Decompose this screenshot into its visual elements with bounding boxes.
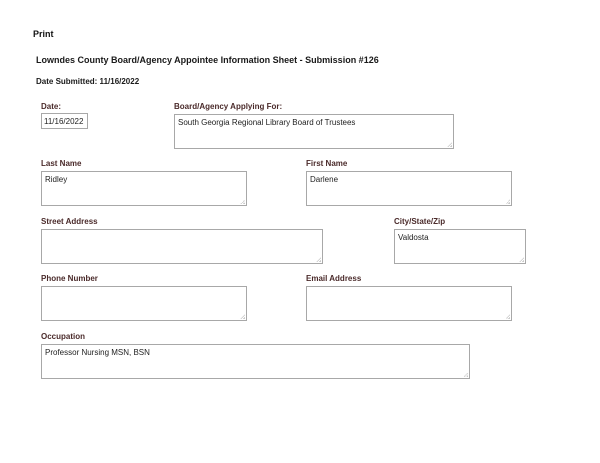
resize-grip-icon[interactable] (505, 314, 510, 319)
resize-grip-icon[interactable] (316, 257, 321, 262)
board-value: South Georgia Regional Library Board of Trustees (178, 118, 356, 127)
first-name-label: First Name (306, 159, 348, 168)
occupation-field[interactable] (41, 344, 470, 379)
resize-grip-icon[interactable] (447, 142, 452, 147)
page-title: Lowndes County Board/Agency Appointee Information Sheet - Submission #126 (36, 55, 379, 65)
board-field[interactable] (174, 114, 454, 149)
city-field[interactable] (394, 229, 526, 264)
date-label: Date: (41, 102, 62, 111)
last-name-label: Last Name (41, 159, 82, 168)
phone-field[interactable] (41, 286, 247, 321)
occupation-label: Occupation (41, 332, 86, 341)
city-label: City/State/Zip (394, 217, 446, 226)
first-name-value: Darlene (310, 175, 339, 184)
phone-label: Phone Number (41, 274, 98, 283)
date-submitted: Date Submitted: 11/16/2022 (36, 77, 140, 86)
resize-grip-icon[interactable] (240, 314, 245, 319)
last-name-value: Ridley (45, 175, 68, 184)
resize-grip-icon[interactable] (519, 257, 524, 262)
resize-grip-icon[interactable] (240, 199, 245, 204)
resize-grip-icon[interactable] (463, 372, 468, 377)
street-field[interactable] (41, 229, 323, 264)
print-link[interactable]: Print (33, 29, 54, 39)
occupation-value: Professor Nursing MSN, BSN (45, 348, 150, 357)
date-field[interactable]: 11/16/2022 (41, 113, 88, 129)
city-value: Valdosta (398, 233, 429, 242)
email-label: Email Address (306, 274, 362, 283)
email-field[interactable] (306, 286, 512, 321)
first-name-field[interactable] (306, 171, 512, 206)
street-label: Street Address (41, 217, 98, 226)
last-name-field[interactable] (41, 171, 247, 206)
resize-grip-icon[interactable] (505, 199, 510, 204)
board-label: Board/Agency Applying For: (174, 102, 283, 111)
